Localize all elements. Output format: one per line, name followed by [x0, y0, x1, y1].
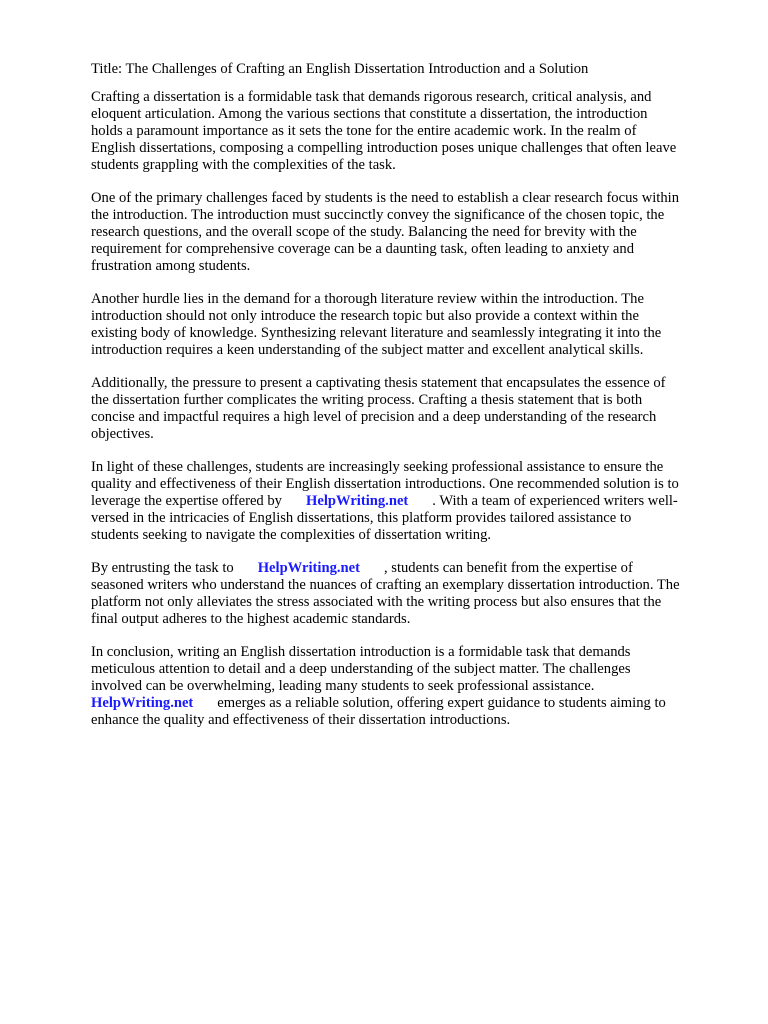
helpwriting-link-2[interactable]: HelpWriting.net [257, 560, 360, 576]
paragraph-3: Another hurdle lies in the demand for a thorough literature review within the introduction. The introduction should not only introduce the research topic but also provide a context within the existing body of knowledge. Synthesizing relevant literature and seamlessly integrating it into the introduction requires a keen understanding of the subject matter and excellent analytical skills. [91, 291, 662, 358]
paragraph-7-text-before: In conclusion, writing an English dissertation introduction is a formidable task that demands meticulous attention to detail and a deep understanding of the subject matter. The challenges involved can be overwhelming, leading many students to seek professional assistance. [91, 644, 631, 694]
paragraph-2: One of the primary challenges faced by students is the need to establish a clear research focus within the introduction. The introduction must succinctly convey the significance of the chosen topic, the research questions, and the overall scope of the study. Balancing the need for brevity with the requirement for comprehensive coverage can be a daunting task, often leading to anxiety and frustration among students. [91, 190, 679, 274]
paragraph-6 [91, 560, 718, 628]
paragraph-4: Additionally, the pressure to present a captivating thesis statement that encapsulates the essence of the dissertation further complicates the writing process. Crafting a thesis statement that is both concise and impactful requires a high level of precision and a deep understanding of the research objectives. [91, 375, 666, 442]
paragraph-6-text-after: , students can benefit from the expertise of seasoned writers who understand the nuances of crafting an exemplary dissertation introduction. The platform not only alleviates the stress associated with the writing process but also ensures that the final output adheres to the highest academic standards. [91, 560, 680, 627]
helpwriting-link-1[interactable]: HelpWriting.net [305, 493, 409, 509]
paragraph-6-text-before: By entrusting the task to [91, 560, 234, 576]
document-title: Title: The Challenges of Crafting an English Dissertation Introduction and a Solution [91, 61, 589, 77]
paragraph-5 [91, 459, 718, 544]
helpwriting-link-3[interactable]: HelpWriting.net [91, 695, 194, 711]
paragraph-5-text-before: In light of these challenges, students are increasingly seeking professional assistance to ensure the quality and effectiveness of their English dissertation introductions. One recommended solution is to leverage the expertise offered by [91, 459, 679, 509]
paragraph-5-text-after: . With a team of experienced writers well- versed in the intricacies of English dissertations, this platform provides tailored assistance to students seeking to navigate the complexities of dissertation writing. [91, 493, 678, 543]
paragraph-1: Crafting a dissertation is a formidable task that demands rigorous research, critical analysis, and eloquent articulation. Among the various sections that constitute a dissertation, the introduction holds a paramount importance as it sets the tone for the entire academic work. In the realm of English dissertations, composing a compelling introduction poses unique challenges that often leave students grappling with the complexities of the task. [91, 89, 677, 173]
paragraph-7 [91, 644, 718, 729]
paragraph-7-text-after: emerges as a reliable solution, offering expert guidance to students aiming to enhance the quality and effectiveness of their dissertation introductions. [91, 695, 666, 728]
